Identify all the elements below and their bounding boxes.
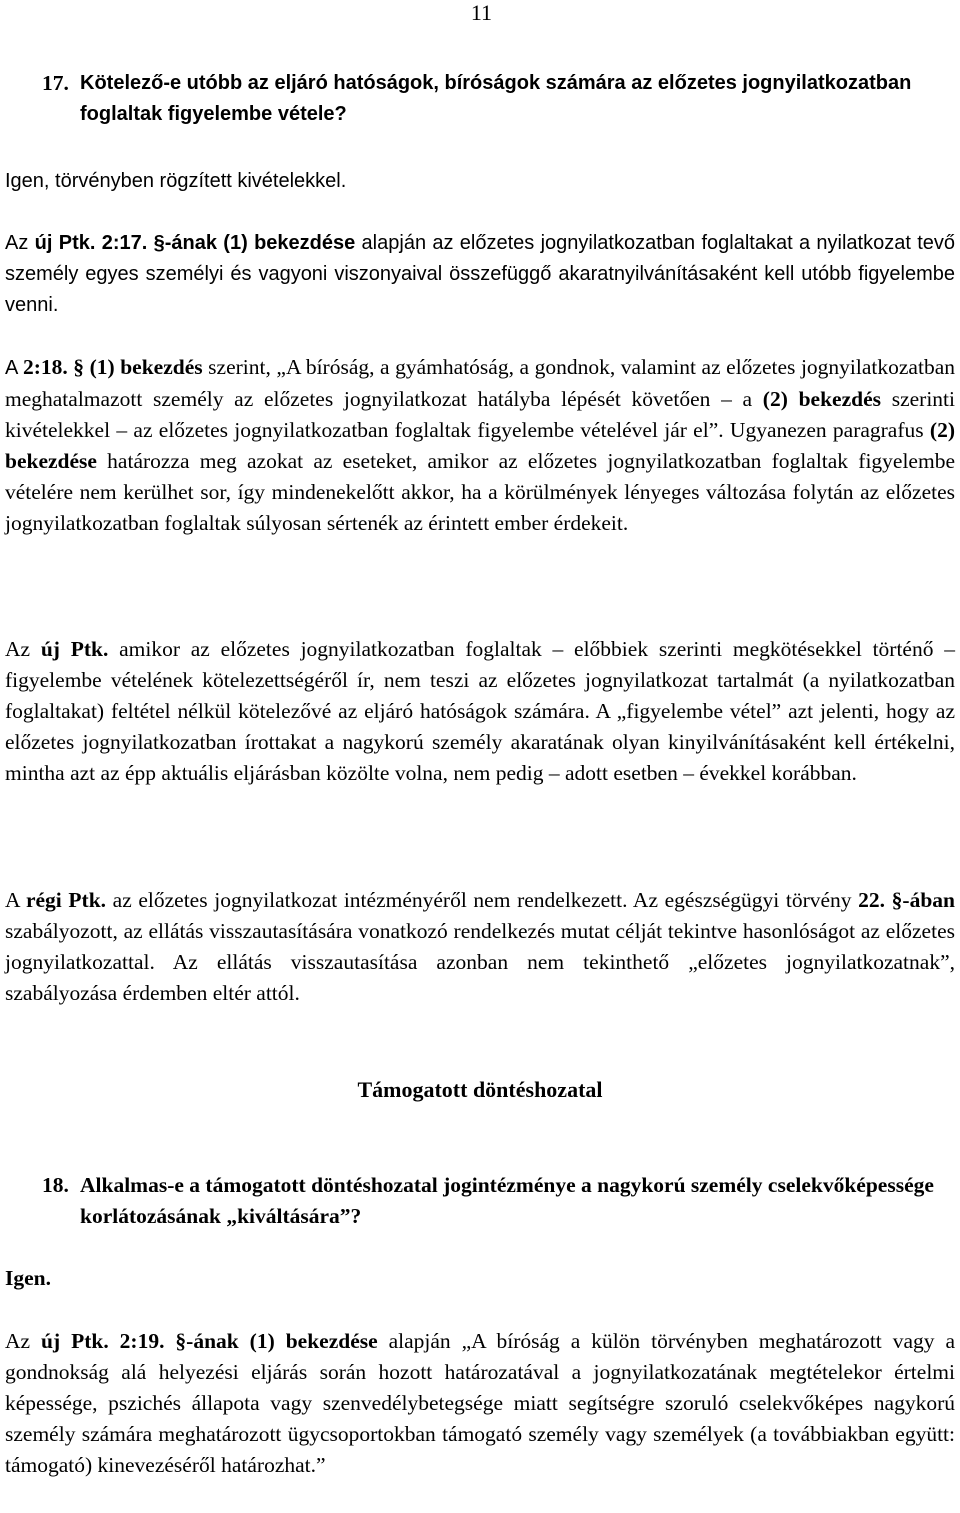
section-heading: Támogatott döntéshozatal bbox=[357, 1077, 603, 1102]
question-18-text: Alkalmas-e a támogatott döntéshozatal jogintézménye a nagykorú személy cselekvőképessége korlátozásának „kiváltására”? bbox=[80, 1173, 934, 1228]
paragraph-regi-ptk: A régi Ptk. az előzetes jognyilatkozat intézményéről nem rendelkezett. Az egészségügyi törvény 22. §-ában szabályozott, az ellátás visszautasítására vonatkozó rendelkezés mutat célját tekintve hasonlóságot az előzetes jognyilatkozattal. Az ellátás visszautasítása azonban nem tekinthető „előzetes jognyilatkozatnak”, szabályozása érdemben eltér attól. bbox=[5, 888, 955, 1005]
question-18 bbox=[42, 1170, 957, 1232]
answer-17: Igen, törvényben rögzített kivételekkel. bbox=[5, 170, 347, 192]
paragraph-ptk-2-19: Az új Ptk. 2:19. §-ának (1) bekezdése alapján „A bíróság a külön törvényben meghatározott vagy a gondnokság alá helyezési eljárás során hozott határozatával a jognyilatkozatának megtételekor értelmi képessége, pszichés állapota vagy szenvedélybetegsége miatt segítségre szoruló cselekvőképes nagykorú személy számára meghatározott ügycsoportokban támogató személy vagy személyek (a továbbiakban együtt: támogató) kinevezéséről határozhat.” bbox=[5, 1329, 956, 1477]
question-17-text: Kötelező-e utóbb az eljáró hatóságok, bíróságok számára az előzetes jognyilatkozatban foglaltak figyelembe vétele? bbox=[80, 72, 912, 125]
answer-18: Igen. bbox=[5, 1266, 51, 1290]
page-number: 11 bbox=[470, 0, 492, 25]
question-18-number: 18. bbox=[42, 1173, 69, 1197]
question-17 bbox=[42, 68, 957, 130]
paragraph-uj-ptk: Az új Ptk. amikor az előzetes jognyilatkozatban foglaltak – előbbiek szerinti megkötésekkel történő – figyelembe vételének kötelezettségéről ír, nem teszi az előzetes jognyilatkozat tartalmát (a nyilatkozatban foglaltakat) feltétel nélkül kötelezővé az eljáró hatóságok számára. A „figyelembe vétel” azt jelenti, hogy az előzetes jognyilatkozatban írottakat a nagykorú személy akaratának olyan kinyilvánításaként kell értékelni, mintha azt az épp aktuális eljárásban közölte volna, nem pedig – adott esetben – évekkel korábban. bbox=[5, 637, 955, 785]
paragraph-ptk-2-18: A 2:18. § (1) bekezdés szerint, „A bíróság, a gyámhatóság, a gondnok, valamint az előzetes jognyilatkozatban meghatalmazott személy az előzetes jognyilatkozat hatályba lépését követően – a (2) bekezdés szerinti kivételekkel – az előzetes jognyilatkozatban foglaltak figyelembe vételével jár el”. Ugyanezen paragrafus (2) bekezdése határozza meg azokat az eseteket, amikor az előzetes jognyilatkozatban foglaltak figyelembe vételére nem kerülhet sor, így mindenekelőtt akkor, ha a körülmények lényeges változása folytán az előzetes jognyilatkozatban foglaltak súlyosan sértenék az érintett ember érdekeit. bbox=[5, 355, 955, 535]
paragraph-ptk-2-17: Az új Ptk. 2:17. §-ának (1) bekezdése alapján az előzetes jognyilatkozatban foglaltakat a nyilatkozat tevő személy egyes személyi és vagyoni viszonyaival összefüggő akaratnyilvánításaként kell utóbb figyelembe venni. bbox=[5, 232, 955, 316]
question-17-number: 17. bbox=[42, 71, 69, 95]
